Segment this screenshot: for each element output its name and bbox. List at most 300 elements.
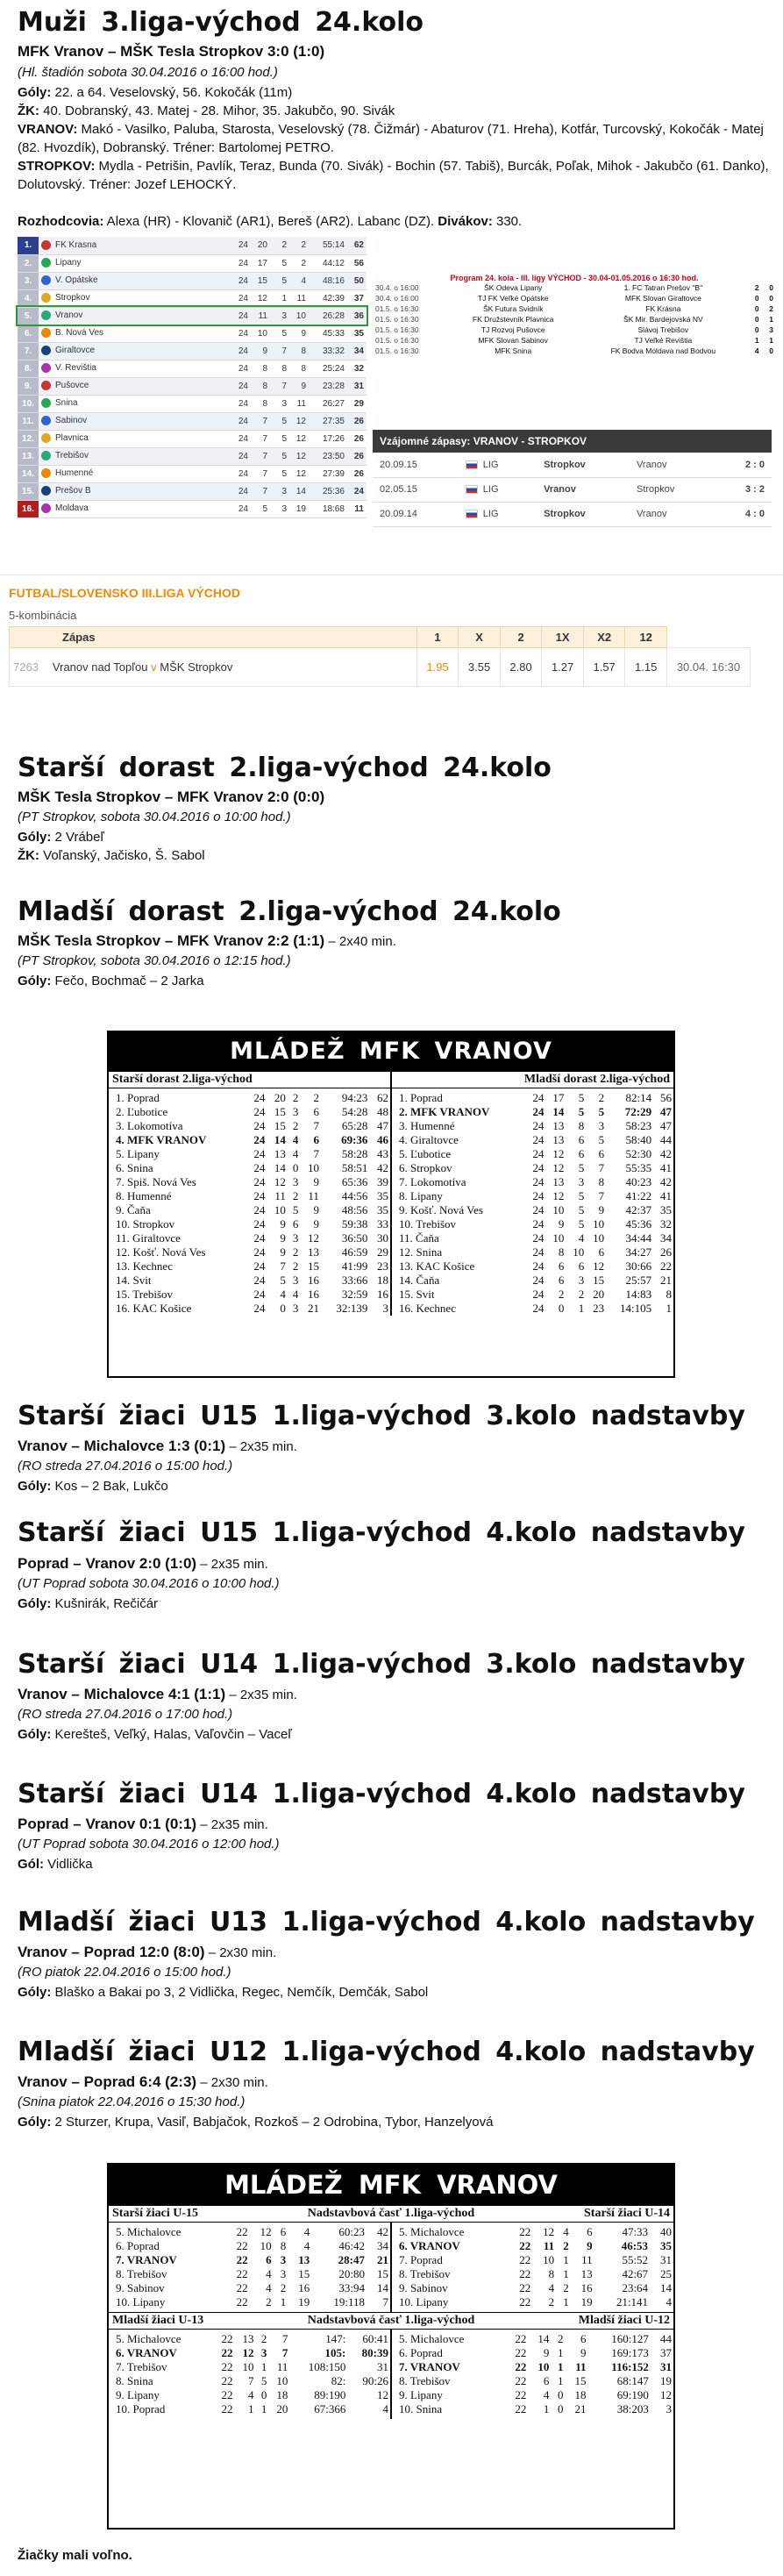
standings-cell: 10 [543, 2253, 555, 2266]
standings-cell: 105: [324, 2346, 346, 2359]
standings-cell: 5 [578, 1217, 585, 1231]
league-score: 48:16 [309, 272, 347, 289]
league-d: 7 [270, 342, 289, 360]
youth-banner: MLÁDEŽ MFK VRANOV [109, 1032, 673, 1071]
standings-team: 15. Svit [399, 1288, 435, 1301]
league-row[interactable] [18, 237, 367, 254]
standings-cell: 24 [532, 1133, 545, 1146]
standings-team: 9. Čaňa [116, 1203, 151, 1217]
standings-cell: 47 [660, 1119, 672, 1132]
standings-cell: 20 [274, 1091, 286, 1104]
program-title: Program 24. kola - III. ligy VÝCHOD - 30.04-01.05.2016 o 16:30 hod. [450, 274, 699, 282]
league-points: 37 [347, 289, 367, 307]
league-row[interactable] [18, 325, 367, 342]
standings-cell: 32:139 [336, 1302, 368, 1315]
standings-cell: 32 [660, 1217, 672, 1231]
league-row[interactable] [18, 412, 367, 430]
league-score: 27:39 [309, 465, 347, 482]
men-stropkov-lineup [18, 157, 780, 194]
standings-cell: 21 [574, 2402, 587, 2415]
odds-subtitle: 5-kombinácia [9, 609, 77, 622]
standings-cell: 24 [532, 1259, 545, 1273]
standings-team: 4. Giraltovce [399, 1133, 459, 1146]
standings-cell: 52:30 [625, 1147, 652, 1160]
standings-cell: 4 [543, 2388, 550, 2401]
standings-cell: 58:28 [341, 1147, 368, 1160]
match-text: Poprad – Vranov 0:1 (0:1) [18, 1816, 197, 1832]
league-team [39, 289, 231, 307]
league-score: 27:35 [309, 412, 347, 430]
h2h-date: 20.09.14 [373, 502, 459, 526]
league-team [39, 430, 231, 447]
standings-cell: 22 [221, 2374, 233, 2387]
standings-cell: 82:14 [625, 1091, 652, 1104]
league-p: 24 [231, 412, 251, 430]
standings-cell: 6 [598, 1245, 605, 1259]
standings-cell: 0 [260, 2388, 267, 2401]
league-row[interactable] [18, 395, 367, 412]
standings-cell: 6 [280, 2225, 287, 2238]
league-points: 11 [347, 500, 367, 517]
standings-cell: 2 [563, 2239, 569, 2252]
standings-cell: 15 [307, 1259, 319, 1273]
league-rank: 16. [18, 500, 39, 517]
league-l: 2 [289, 237, 309, 254]
standings-cell: 13 [307, 1245, 319, 1259]
standings-team: 6. Stropkov [399, 1161, 452, 1174]
standings-cell: 5 [578, 1161, 585, 1174]
standings-cell: 8 [578, 1119, 585, 1132]
standings-row [392, 1203, 673, 1217]
standings-cell: 2 [292, 1245, 299, 1259]
odds-head-2: 2 [500, 627, 542, 648]
mladsi-dorast-head: Mladší dorast 2.liga-východ [391, 1072, 673, 1088]
standings-cell: 6 [578, 1147, 585, 1160]
standings-cell: 36:50 [341, 1231, 368, 1245]
standings-cell: 0 [280, 1302, 286, 1315]
standings-row [109, 1245, 390, 1259]
league-p: 24 [231, 342, 251, 360]
league-row[interactable] [18, 465, 367, 482]
program-date: 01.5. o 16:30 [375, 346, 419, 355]
standings-cell: 11 [276, 2360, 288, 2373]
standings-row [392, 1245, 673, 1259]
standings-cell: 33:94 [338, 2281, 366, 2294]
h2h-score: 4 : 0 [716, 502, 772, 526]
program-home: MFK Snina [495, 346, 532, 355]
standings-cell: 12 [543, 2225, 555, 2238]
standings-team: 7. Trebišov [116, 2360, 167, 2373]
program-home: ŠK Futura Svidník [482, 304, 544, 313]
u15-3-venue: (RO streda 27.04.2016 o 15:00 hod.) [18, 1459, 233, 1474]
h2h-competition-label: LIG [482, 459, 499, 470]
league-w: 11 [251, 307, 270, 325]
goals-label: Góly: [18, 1985, 52, 2000]
league-d: 7 [270, 377, 289, 395]
standings-cell: 2 [578, 1288, 585, 1301]
program-home-goals: 1 [754, 336, 759, 345]
standings-cell: 41 [660, 1189, 672, 1202]
standings-cell: 41:22 [625, 1189, 652, 1202]
program-date: 01.5. o 16:30 [375, 304, 419, 313]
standings-cell: 7 [281, 2332, 288, 2345]
standings-cell: 16 [580, 2281, 593, 2294]
h2h-date: 02.05.15 [373, 477, 459, 502]
standings-cell: 2 [266, 2295, 272, 2308]
standings-cell: 8 [666, 1288, 672, 1301]
standings-cell: 7 [281, 2346, 288, 2359]
u15-3-goals [18, 1477, 168, 1495]
program-date: 30.4. o 16:00 [375, 294, 419, 303]
league-team [39, 342, 231, 360]
standings-cell: 42 [377, 1161, 388, 1174]
league-row[interactable] [18, 500, 367, 517]
standings-cell: 24 [253, 1217, 266, 1231]
odds-value-x[interactable]: 3.55 [459, 648, 501, 687]
standings-team: 16. KAC Košice [116, 1302, 192, 1315]
standings-cell: 13 [274, 1147, 286, 1160]
mladsi-dorast-title: Mladší dorast 2.liga-východ 24.kolo [18, 896, 561, 927]
standings-cell: 15 [298, 2267, 310, 2280]
club-crest-icon [41, 433, 51, 443]
standings-row [109, 2281, 390, 2295]
league-rank: 8. [18, 360, 39, 377]
standings-cell: 14 [274, 1161, 286, 1174]
head-to-head-row[interactable] [373, 453, 772, 477]
att-text: 330. [492, 214, 523, 229]
standings-team: 10. Lipany [399, 2295, 449, 2308]
youth-ziaci-grid-1 [109, 2205, 673, 2223]
odds-head-match: Zápas [10, 627, 417, 648]
standings-cell: 40:23 [625, 1175, 652, 1188]
standings-team: 3. Humenné [399, 1119, 455, 1132]
program-home: ŠK Odeva Lipany [484, 283, 543, 292]
league-points: 26 [347, 412, 367, 430]
standings-cell: 5 [280, 1274, 286, 1287]
standings-cell: 3 [578, 1274, 585, 1287]
standings-cell: 24 [253, 1288, 266, 1301]
standings-cell: 6 [543, 2374, 550, 2387]
h2h-competition-label: LIG [482, 509, 499, 519]
standings-cell: 7 [313, 1119, 319, 1132]
match-text: Vranov – Poprad 6:4 (2:3) [18, 2073, 197, 2090]
standings-team: 6. Poprad [399, 2346, 443, 2359]
standings-team: 6. Poprad [116, 2239, 160, 2252]
standings-cell: 24 [253, 1175, 266, 1188]
league-row[interactable] [18, 342, 367, 360]
odds-value-2[interactable]: 2.80 [500, 648, 542, 687]
standings-cell: 22 [660, 1259, 672, 1273]
standings-cell: 38:203 [616, 2402, 649, 2415]
league-p: 24 [231, 360, 251, 377]
standings-cell: 44 [660, 2332, 672, 2345]
standings-team: 10. Lipany [116, 2295, 166, 2308]
league-row[interactable] [18, 360, 367, 377]
league-d: 5 [270, 325, 289, 342]
u12-4-match [18, 2073, 268, 2093]
standings-cell: 24 [532, 1203, 545, 1217]
standings-cell: 3 [292, 1274, 299, 1287]
standings-cell: 39 [377, 1175, 388, 1188]
u13-4-goals [18, 1983, 428, 2002]
standings-cell: 3 [292, 1302, 299, 1315]
league-w: 7 [251, 447, 270, 465]
u14-4-title: Starší žiaci U14 1.liga-východ 4.kolo nadstavby [18, 1779, 745, 1809]
standings-cell: 62 [377, 1091, 388, 1104]
standings-cell: 15 [593, 1274, 605, 1287]
standings-row [109, 1203, 390, 1217]
odds-value-1x[interactable]: 1.27 [542, 648, 584, 687]
standings-team: 1. Poprad [116, 1091, 160, 1104]
standings-cell: 9 [543, 2346, 550, 2359]
odds-value-1[interactable]: 1.95 [416, 648, 459, 687]
program-away-goals: 0 [769, 283, 773, 292]
nadstavba-head-2: Nadstavbová časť 1.liga-východ [259, 2313, 523, 2330]
league-row[interactable] [18, 254, 367, 272]
goals-label: Góly: [18, 85, 52, 100]
u15-4-match [18, 1554, 268, 1574]
men-match: MFK Vranov – MŠK Tesla Stropkov 3:0 (1:0) [18, 43, 325, 60]
odds-id: 7263 [13, 660, 39, 674]
standings-row [392, 2402, 673, 2416]
club-crest-icon [41, 293, 51, 303]
standings-cell: 9 [313, 1217, 319, 1231]
standings-cell: 14:105 [619, 1302, 652, 1315]
standings-team: 6. Snina [116, 1161, 153, 1174]
program-home: FK Družstevník Plavnica [472, 315, 554, 324]
standings-cell: 24 [253, 1091, 266, 1104]
odds-value-12[interactable]: 1.15 [625, 648, 667, 687]
standings-cell: 22 [236, 2253, 248, 2266]
standings-cell: 116:152 [611, 2360, 649, 2373]
standings-cell: 24 [532, 1274, 545, 1287]
u12-4-title: Mladší žiaci U12 1.liga-východ 4.kolo nadstavby [18, 2037, 755, 2067]
youth-ziaci-rows-1 [109, 2223, 673, 2312]
men-goals [18, 83, 292, 102]
standings-cell: 1 [578, 1302, 585, 1315]
league-team [39, 272, 231, 289]
standings-cell: 9 [587, 2239, 593, 2252]
league-d: 5 [270, 412, 289, 430]
standings-cell: 31 [660, 2253, 672, 2266]
u14-head: Starší žiaci U-14 [528, 2206, 673, 2223]
standings-cell: 4 [548, 2281, 555, 2294]
program-date: 01.5. o 16:30 [375, 315, 419, 324]
league-score: 33:32 [309, 342, 347, 360]
standings-team: 9. Sabinov [399, 2281, 448, 2294]
league-d: 5 [270, 465, 289, 482]
league-d: 5 [270, 254, 289, 272]
standings-cell: 46:53 [621, 2239, 649, 2252]
standings-cell: 13 [242, 2332, 254, 2345]
league-team-name: Giraltovce [55, 346, 96, 356]
odds-away: MŠK Stropkov [160, 660, 233, 674]
standings-cell: 10 [593, 1231, 605, 1245]
standings-cell: 10 [537, 2360, 550, 2373]
standings-cell: 55:35 [625, 1161, 652, 1174]
standings-cell: 22 [221, 2388, 233, 2401]
standings-cell: 4 [666, 2295, 672, 2308]
league-team-name: Pušovce [55, 381, 89, 391]
standings-cell: 1 [563, 2295, 569, 2308]
odds-value-x2[interactable]: 1.57 [583, 648, 625, 687]
standings-cell: 24 [532, 1091, 545, 1104]
match-minutes: – 2x40 min. [324, 934, 396, 949]
standings-team: 16. Kechnec [399, 1302, 456, 1315]
standings-cell: 55:52 [622, 2253, 649, 2266]
standings-cell: 6 [578, 1259, 585, 1273]
goals-text: 2 Vrábeľ [51, 830, 104, 845]
slovakia-flag-icon [466, 460, 478, 469]
standings-cell: 8 [280, 2239, 287, 2252]
odds-head-1x: 1X [542, 627, 584, 648]
h2h-away: Vranov [630, 502, 716, 526]
standings-cell: 23:64 [622, 2281, 649, 2294]
standings-cell: 160:127 [611, 2332, 649, 2345]
league-points: 31 [347, 377, 367, 395]
league-score: 45:33 [309, 325, 347, 342]
league-row[interactable] [18, 289, 367, 307]
league-p: 24 [231, 377, 251, 395]
standings-cell: 13 [552, 1133, 565, 1146]
league-row[interactable] [18, 307, 367, 325]
league-row[interactable] [18, 272, 367, 289]
standings-cell: 24 [253, 1119, 266, 1132]
standings-cell: 21 [660, 1274, 672, 1287]
standings-cell: 7 [598, 1161, 605, 1174]
standings-team: 12. Snina [399, 1245, 443, 1259]
standings-row [109, 1147, 390, 1161]
standings-cell: 2 [558, 1288, 565, 1301]
standings-cell: 12 [552, 1161, 565, 1174]
standings-cell: 7 [382, 2295, 388, 2308]
head-to-head-row[interactable] [373, 477, 772, 502]
league-score: 25:36 [309, 482, 347, 500]
goals-text: 2 Sturzer, Krupa, Vasiľ, Babjačok, Rozkoš – 2 Odrobina, Tybor, Hanzelyová [51, 2115, 494, 2130]
league-points: 24 [347, 482, 367, 500]
standings-row [109, 1274, 390, 1288]
standings-cell: 19:118 [333, 2295, 366, 2308]
league-w: 8 [251, 377, 270, 395]
standings-row [392, 1259, 673, 1274]
standings-row [109, 1119, 390, 1133]
standings-cell: 2 [292, 1259, 299, 1273]
standings-cell: 46:59 [341, 1245, 368, 1259]
standings-row [392, 1161, 673, 1175]
standings-cell: 2 [563, 2281, 569, 2294]
standings-cell: 24 [532, 1288, 545, 1301]
league-team-name: B. Nová Ves [55, 328, 104, 339]
standings-team: 15. Trebišov [116, 1288, 174, 1301]
standings-cell: 10 [260, 2239, 272, 2252]
standings-cell: 33:66 [341, 1274, 368, 1287]
league-rank: 1. [18, 237, 39, 254]
standings-row [109, 2239, 390, 2253]
standings-cell: 22 [221, 2402, 233, 2415]
goals-label: Góly: [18, 1479, 52, 1494]
club-crest-icon [41, 310, 51, 320]
standings-cell: 12 [552, 1147, 565, 1160]
ref-text: Alexa (HR) - Klovanič (AR1), Bereš (AR2). Labanc (DZ). [103, 214, 438, 229]
league-w: 20 [251, 237, 270, 254]
standings-cell: 24 [253, 1189, 266, 1202]
league-team-name: FK Krasna [55, 240, 97, 251]
league-w: 10 [251, 325, 270, 342]
league-l: 11 [289, 289, 309, 307]
standings-cell: 2 [260, 2332, 267, 2345]
head-to-head-title: Vzájomné zápasy: VRANOV - STROPKOV [373, 430, 772, 453]
odds-match-cell[interactable] [10, 648, 417, 687]
club-crest-icon [41, 240, 51, 250]
standings-cell: 2 [313, 1091, 319, 1104]
standings-cell: 26 [660, 1245, 672, 1259]
standings-cell: 24 [253, 1133, 266, 1146]
league-d: 2 [270, 237, 289, 254]
standings-cell: 24 [253, 1105, 266, 1118]
h2h-competition-label: LIG [482, 484, 499, 495]
u14-4-venue: (UT Poprad sobota 30.04.2016 o 12:00 hod.) [18, 1837, 280, 1852]
standings-cell: 47 [660, 1105, 672, 1118]
standings-cell: 56 [660, 1091, 672, 1104]
league-team [39, 325, 231, 342]
program-date: 01.5. o 16:30 [375, 325, 419, 334]
standings-cell: 4 [382, 2402, 388, 2415]
standings-cell: 22 [236, 2295, 248, 2308]
league-rank: 5. [18, 307, 39, 325]
league-l: 2 [289, 254, 309, 272]
yc-text: 40. Dobranský, 43. Matej - 28. Mihor, 35. Jakubčo, 90. Sivák [39, 103, 395, 118]
club-crest-icon [41, 275, 51, 285]
u13-head: Mladší žiaci U-13 [109, 2313, 259, 2330]
league-row[interactable] [18, 430, 367, 447]
standings-cell: 12 [260, 2225, 272, 2238]
standings-cell: 34 [377, 2239, 388, 2252]
standings-cell: 10 [307, 1161, 319, 1174]
youth-ziaci-rows-2 [109, 2330, 673, 2419]
standings-row [109, 2360, 390, 2374]
standings-cell: 1 [247, 2402, 254, 2415]
head-to-head-row[interactable] [373, 502, 772, 526]
league-row[interactable] [18, 377, 367, 395]
program-row [373, 303, 776, 314]
odds-head-1: 1 [416, 627, 459, 648]
league-row[interactable] [18, 482, 367, 500]
league-team-name: Plavnica [55, 433, 89, 444]
starsi-dorast-head: Starší dorast 2.liga-východ [109, 1072, 391, 1088]
league-w: 7 [251, 412, 270, 430]
yc-label: ŽK: [18, 103, 39, 118]
league-row[interactable] [18, 447, 367, 465]
u12-4-venue: (Snina piatok 22.04.2016 o 15:30 hod.) [18, 2094, 246, 2109]
u15-3-title: Starší žiaci U15 1.liga-východ 3.kolo nadstavby [18, 1401, 745, 1431]
league-team [39, 254, 231, 272]
standings-cell: 19 [660, 2374, 672, 2387]
standings-cell: 24 [532, 1302, 545, 1315]
standings-cell: 24 [532, 1175, 545, 1188]
goals-label: Góly: [18, 830, 52, 845]
standings-cell: 15 [574, 2374, 587, 2387]
program-away-goals: 1 [769, 315, 773, 324]
program-away: FK Krásna [645, 304, 681, 313]
goals-label: Góly: [18, 1596, 52, 1611]
men-yc [18, 102, 395, 120]
men-venue: (Hl. štadión sobota 30.04.2016 o 16:00 hod.) [18, 65, 278, 80]
club-crest-icon [41, 486, 51, 496]
yc-label: ŽK: [18, 848, 39, 863]
standings-cell: 18 [276, 2388, 288, 2401]
standings-team: 8. Trebišov [399, 2374, 451, 2387]
standings-cell: 34:27 [625, 1245, 652, 1259]
